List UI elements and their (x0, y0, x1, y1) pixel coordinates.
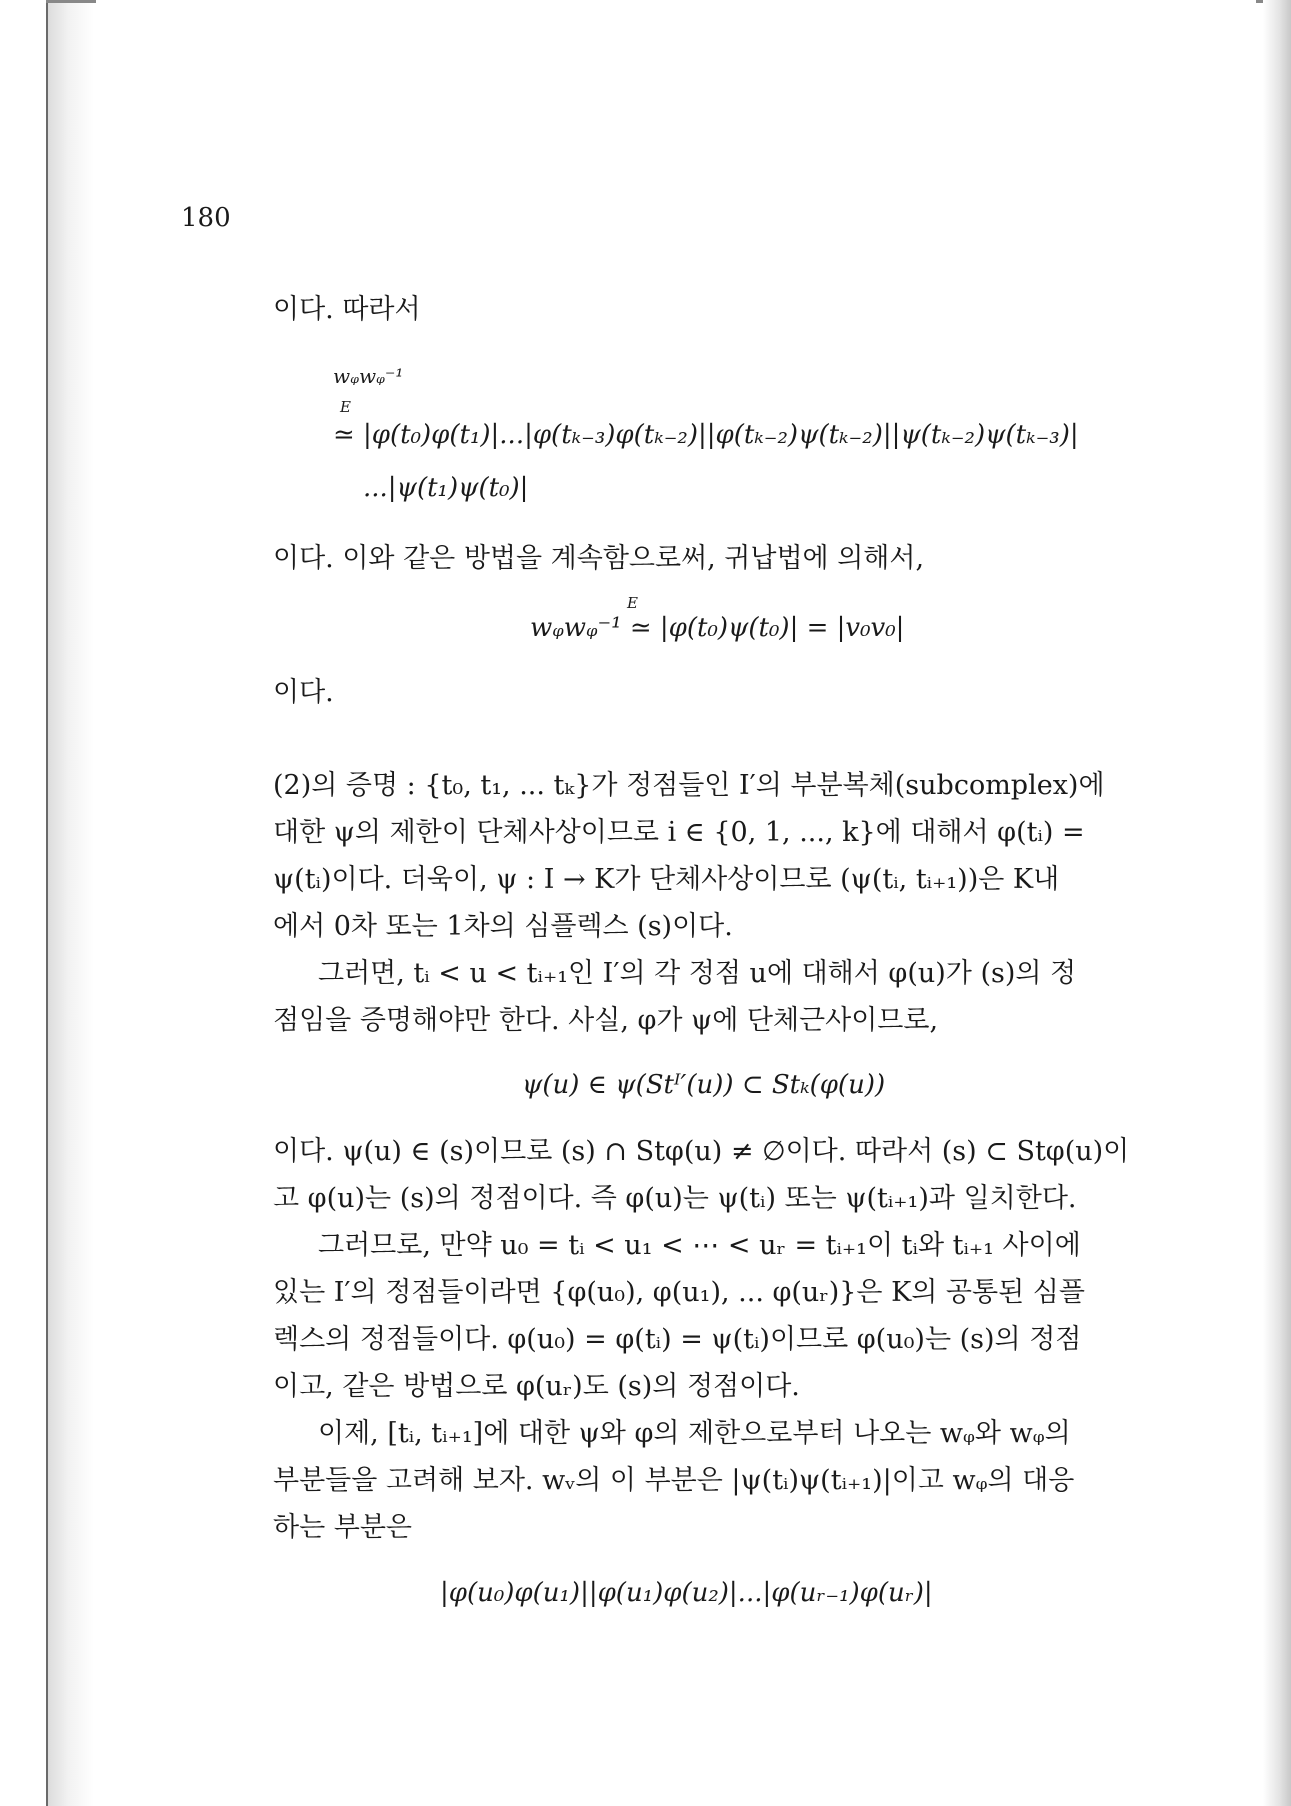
text-line: 점임을 증명해야만 한다. 사실, φ가 ψ에 단체근사이므로, (273, 1005, 939, 1036)
text-line: (2)의 증명 : {t₀, t₁, ... tₖ}가 정점들인 I′의 부분복체(subcomplex)에 (273, 770, 1105, 801)
equation-E-label: E (627, 594, 638, 612)
text-line: 대한 ψ의 제한이 단체사상이므로 i ∈ {0, 1, ..., k}에 대해서 φ(tᵢ) = (273, 817, 1085, 848)
book-page (96, 0, 1256, 1806)
text-line: 이고, 같은 방법으로 φ(uᵣ)도 (s)의 정점이다. (273, 1371, 800, 1402)
text-line: 있는 I′의 정점들이라면 {φ(u₀), φ(u₁), ... φ(uᵣ)}은 K의 공통된 심플 (273, 1277, 1085, 1308)
equation-lhs: wᵩwᵩ⁻¹ (333, 364, 404, 388)
equation-line: ≃ |φ(t₀)φ(t₁)|...|φ(tₖ₋₃)φ(tₖ₋₂)||φ(tₖ₋₂)ψ(tₖ₋₂)||ψ(tₖ₋₂)ψ(tₖ₋₃)| (333, 420, 1079, 450)
text-line: 고 φ(u)는 (s)의 정점이다. 즉 φ(u)는 ψ(tᵢ) 또는 ψ(tᵢ₊₁)과 일치한다. (273, 1183, 1077, 1214)
page-edge-shadow (1263, 0, 1291, 1806)
text-line: 그러면, tᵢ < u < tᵢ₊₁인 I′의 각 정점 u에 대해서 φ(u)가 (s)의 정 (318, 958, 1077, 989)
text-line: 이다. (273, 677, 334, 708)
text-line: 이다. 이와 같은 방법을 계속함으로써, 귀납법에 의해서, (273, 543, 925, 574)
text-line: 에서 0차 또는 1차의 심플렉스 (s)이다. (273, 911, 733, 942)
equation-line: |φ(u₀)φ(u₁)||φ(u₁)φ(u₂)|...|φ(uᵣ₋₁)φ(uᵣ)| (440, 1578, 933, 1608)
book-spine (46, 0, 94, 1806)
text-line: 렉스의 정점들이다. φ(u₀) = φ(tᵢ) = ψ(tᵢ)이므로 φ(u₀)는 (s)의 정점 (273, 1324, 1082, 1355)
equation-E-label: E (340, 398, 351, 416)
text-line: 이다. 따라서 (273, 294, 421, 325)
text-line: 이제, [tᵢ, tᵢ₊₁]에 대한 ψ와 φ의 제한으로부터 나오는 wᵩ와 wᵩ의 (318, 1418, 1071, 1449)
equation-line: ψ(u) ∈ ψ(Stᴵ′(u)) ⊂ Stₖ(φ(u)) (522, 1070, 886, 1100)
text-line: ψ(tᵢ)이다. 더욱이, ψ : I → K가 단체사상이므로 (ψ(tᵢ, tᵢ₊₁))은 K내 (273, 864, 1060, 895)
text-line: 부분들을 고려해 보자. wᵥ의 이 부분은 |ψ(tᵢ)ψ(tᵢ₊₁)|이고 wᵩ의 대응 (273, 1465, 1075, 1496)
text-line: 그러므로, 만약 u₀ = tᵢ < u₁ < ⋯ < uᵣ = tᵢ₊₁이 tᵢ와 tᵢ₊₁ 사이에 (318, 1230, 1081, 1261)
page-number: 180 (181, 203, 231, 233)
equation-line: ...|ψ(t₁)ψ(t₀)| (363, 473, 529, 503)
equation-line: wᵩwᵩ⁻¹ ≃ |φ(t₀)ψ(t₀)| = |v₀v₀| (530, 613, 905, 643)
text-line: 이다. ψ(u) ∈ (s)이므로 (s) ∩ Stφ(u) ≠ ∅이다. 따라서 (s) ⊂ Stφ(u)이 (273, 1136, 1130, 1167)
text-line: 하는 부분은 (273, 1512, 412, 1543)
